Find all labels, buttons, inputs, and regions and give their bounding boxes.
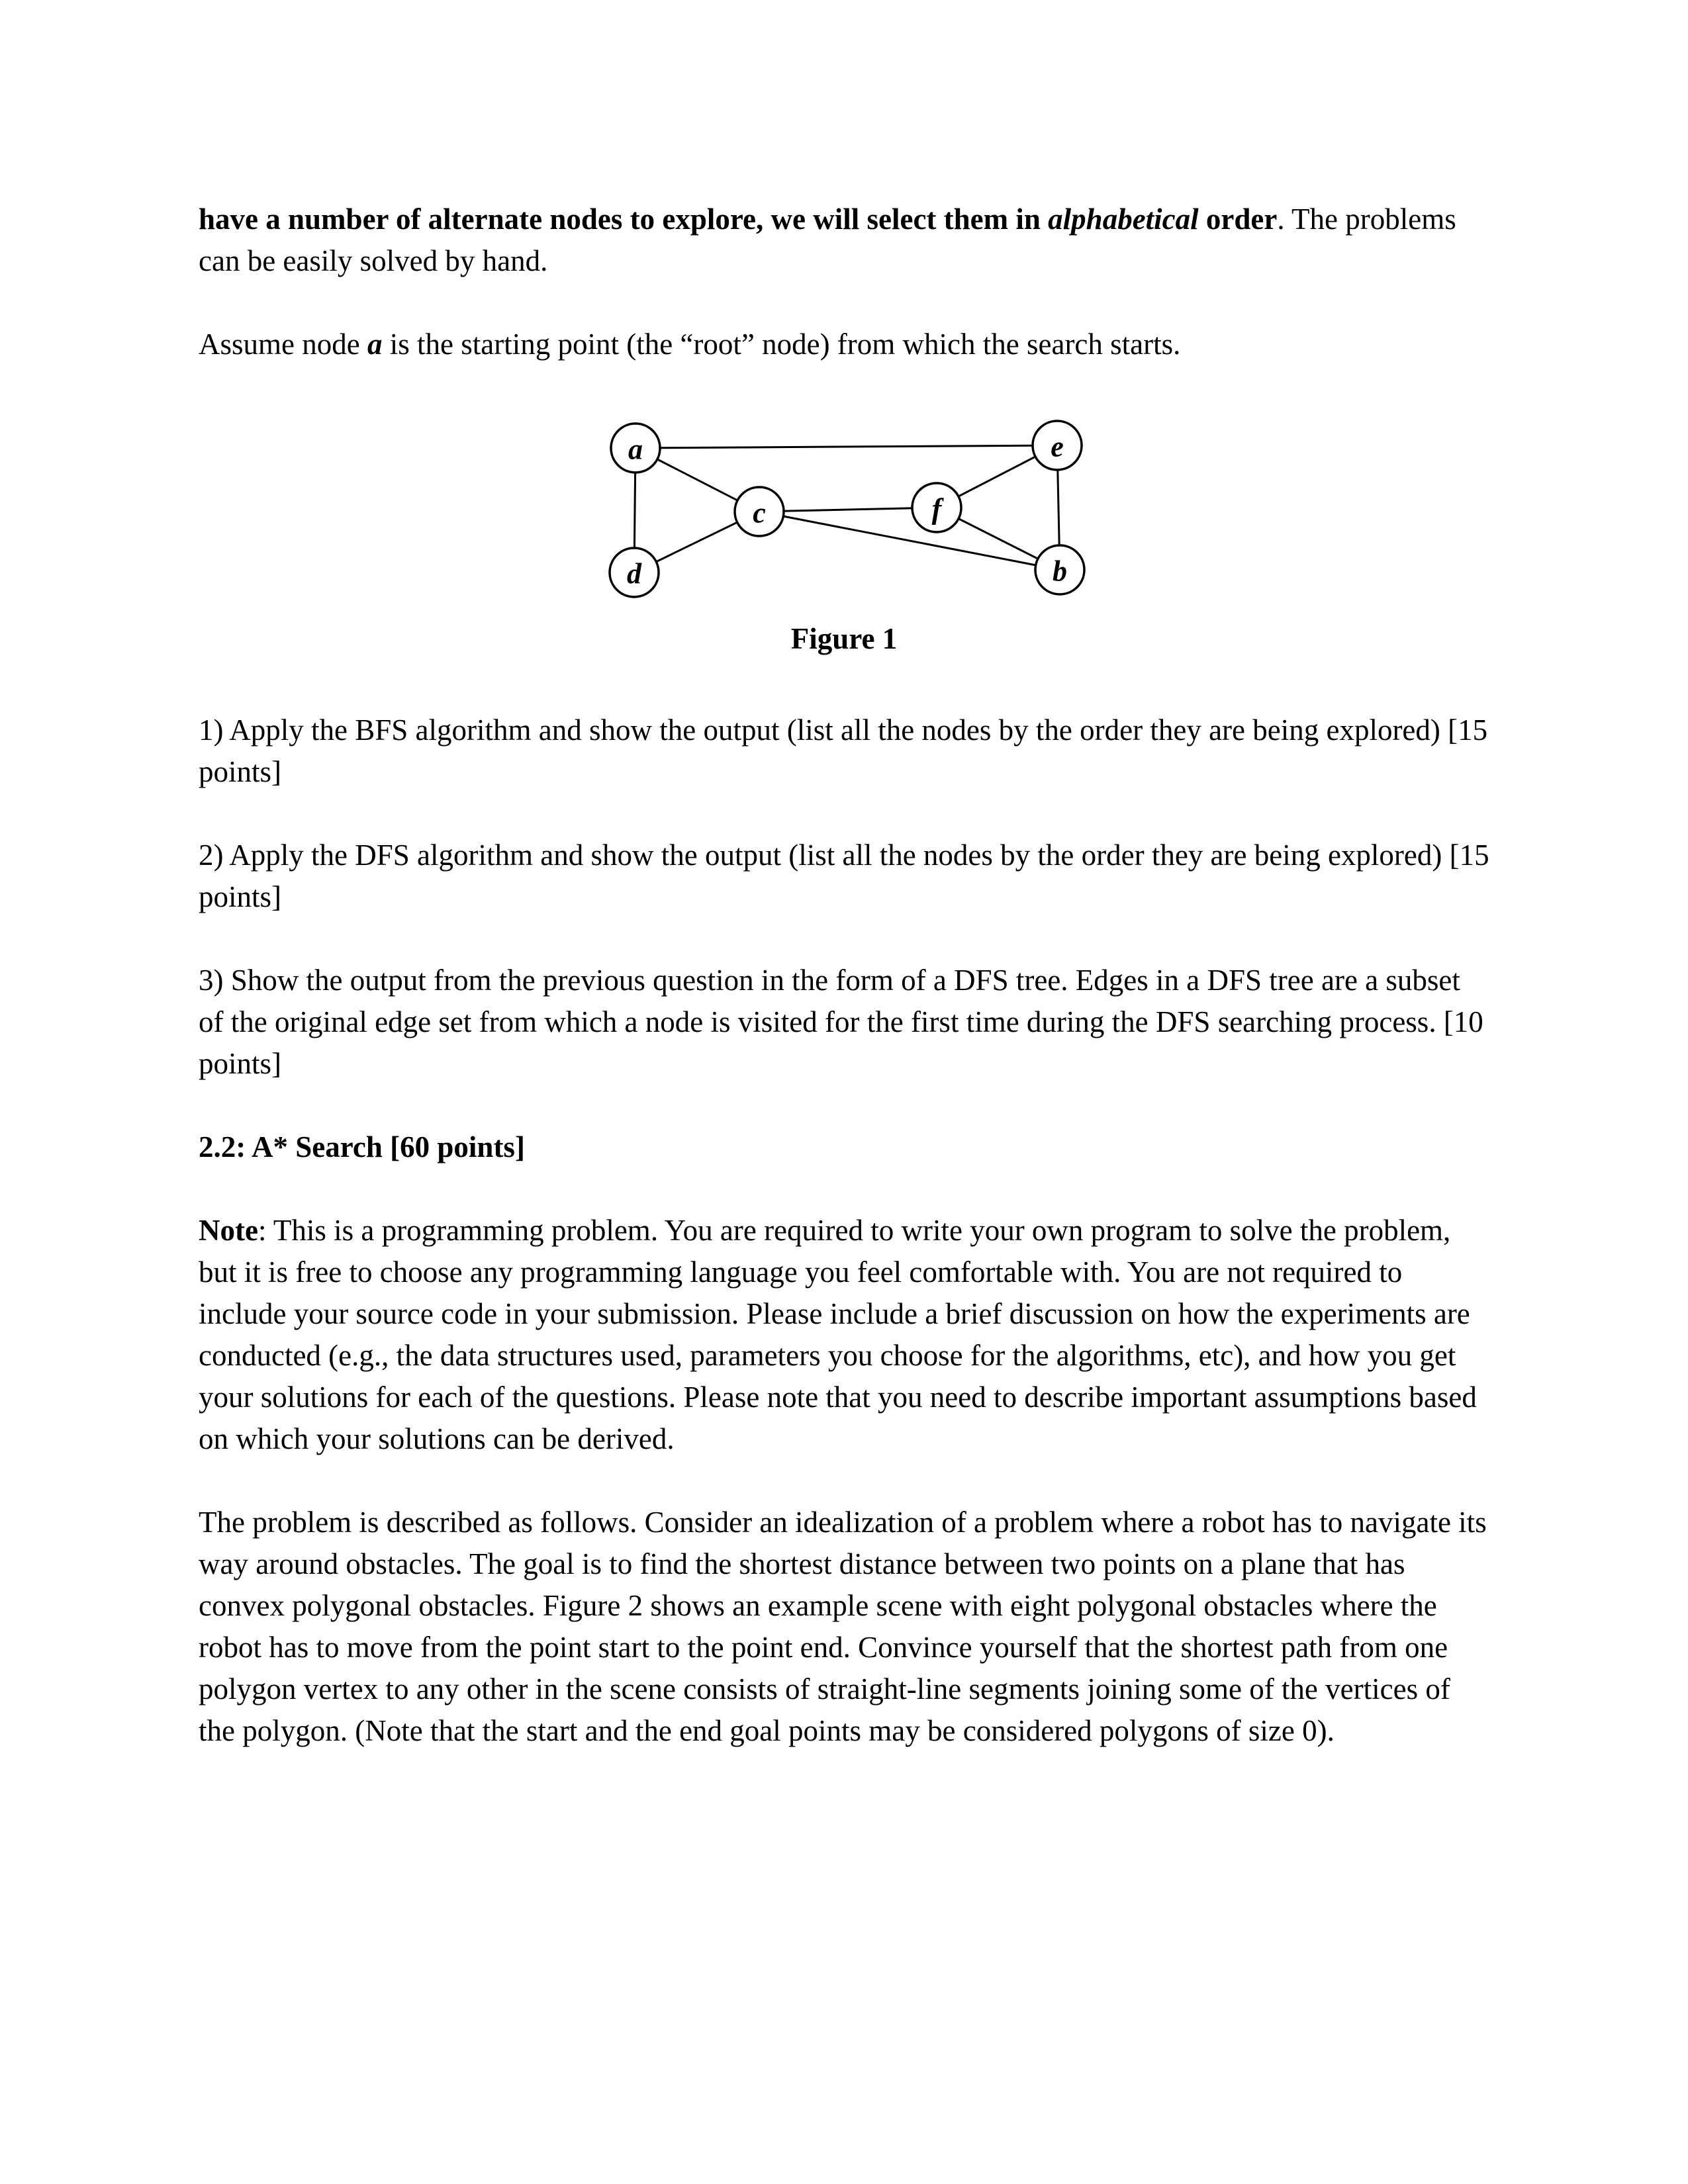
paragraph-problem: The problem is described as follows. Consider an idealization of a problem where a robot has to navigate its way around obstacles. The goal is to find the shortest distance between two points on a plane that has convex polygonal obstacles. Figure 2 shows an example scene with eight polygonal obstacles where the robot has to move from the point start to the point end. Convince yourself that the shortest path from one polygon vertex to any other in the scene consists of straight-line segments joining some of the vertices of the polygon. (Note that the start and the end goal points may be considered polygons of size 0). [199, 1506, 1487, 1747]
assume-text-2: is the starting point (the “root” node) from which the search starts. [382, 328, 1181, 361]
graph-node-b [1035, 545, 1084, 594]
intro-normal-text: . The problems can be easily solved by hand. [199, 203, 1456, 277]
note-body: : This is a programming problem. You are required to write your own program to solve the problem, but it is free to choose any programming language you feel comfortable with. You are not required to include your source code in your submission. Please include a brief discussion on how the experiments are conducted (e.g., the data structures used, parameters you choose for the algorithms, etc), and how you get your solutions for each of the questions. Please note that you need to describe important assumptions based on which your solutions can be derived. [199, 1214, 1477, 1455]
intro-bold-text-2: order [1198, 203, 1278, 236]
graph-edge-c-b [759, 512, 1060, 570]
graph-node-label-c: c [753, 496, 766, 529]
graph-node-f [912, 483, 961, 532]
graph-node-label-d: d [627, 557, 641, 590]
question-2: 2) Apply the DFS algorithm and show the output (list all the nodes by the order they are being explored) [15 points] [199, 839, 1489, 913]
paragraph-intro [199, 199, 1489, 282]
graph-node-label-a: a [628, 433, 643, 466]
question-3: 3) Show the output from the previous question in the form of a DFS tree. Edges in a DFS tree are a subset of the original edge set from which a node is visited for the first time during the DFS searching process. [10 points] [199, 964, 1483, 1080]
graph-node-c [735, 487, 784, 536]
note-label: Note [199, 1214, 258, 1247]
paragraph-note [199, 1210, 1489, 1460]
section-heading: 2.2: A* Search [60 points] [199, 1130, 525, 1163]
graph-node-a [611, 424, 660, 473]
graph-node-label-e: e [1051, 430, 1064, 463]
graph-node-label-f: f [931, 492, 942, 525]
graph-node-e [1033, 421, 1082, 470]
graph-edge-c-f [759, 508, 937, 512]
figure1 [199, 407, 1489, 660]
graph-node-label-b: b [1053, 555, 1067, 588]
paragraph-assume [199, 324, 1489, 365]
graph-edge-a-e [635, 445, 1057, 448]
figure1-caption: Figure 1 [790, 622, 898, 655]
question-1: 1) Apply the BFS algorithm and show the output (list all the nodes by the order they are being explored) [15 points] [199, 713, 1488, 788]
intro-bold-italic-word: alphabetical [1048, 203, 1199, 236]
assume-text-1: Assume node [199, 328, 367, 361]
assume-node-name: a [367, 328, 383, 361]
figure1-graph [579, 407, 1109, 606]
graph-node-d [610, 548, 659, 597]
intro-bold-text-1: have a number of alternate nodes to explore, we will select them in [199, 203, 1049, 236]
